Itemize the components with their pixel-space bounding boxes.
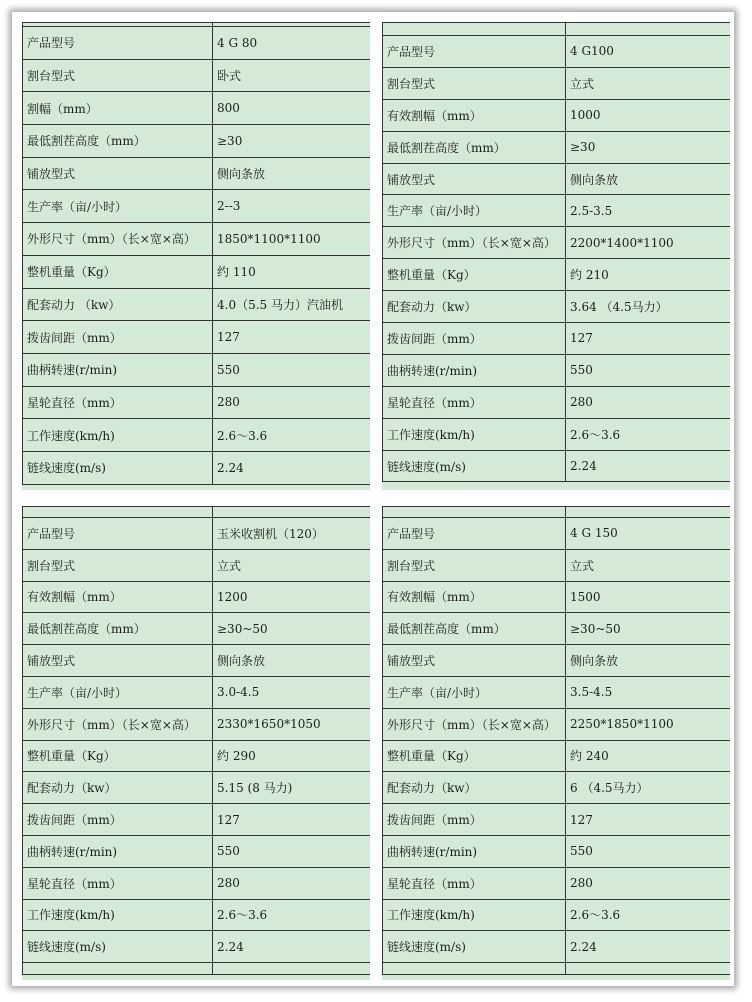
spec-label: 星轮直径（mm）	[23, 386, 213, 419]
spec-row	[383, 418, 731, 450]
spec-value: 4.0（5.5 马力）汽油机	[213, 288, 371, 321]
spec-label: 整机重量（Kg）	[23, 255, 213, 288]
spec-label: 割台型式	[23, 59, 213, 92]
spec-row	[383, 708, 731, 740]
spec-value: ≥30	[566, 131, 731, 163]
spec-row	[383, 772, 731, 804]
spec-label: 外形尺寸（mm）（长×宽×高）	[23, 223, 213, 256]
spec-label: 割台型式	[383, 549, 566, 581]
spec-label: 链线速度(m/s)	[23, 931, 213, 963]
spec-value: 2.6～3.6	[213, 419, 371, 452]
spec-row	[23, 451, 371, 484]
spec-value: 4 G 150	[566, 518, 731, 550]
spec-label: 生产率（亩/小时）	[383, 676, 566, 708]
spec-row	[23, 899, 371, 931]
spec-value: 5.15 (8 马力)	[213, 772, 371, 804]
spec-row	[23, 835, 371, 867]
spec-row	[23, 676, 371, 708]
spec-value: 2--3	[213, 190, 371, 223]
spec-label: 拨齿间距（mm）	[23, 804, 213, 836]
spec-row	[23, 708, 371, 740]
cropped-row	[383, 23, 731, 36]
spec-value: 约 110	[213, 255, 371, 288]
spec-label: 曲柄转速(r/min)	[383, 835, 566, 867]
spec-table	[382, 22, 730, 482]
spec-row	[383, 931, 731, 963]
spec-row	[383, 835, 731, 867]
spec-label: 铺放型式	[23, 157, 213, 190]
spec-value: 约 240	[566, 740, 731, 772]
spec-label: 割幅（mm）	[23, 92, 213, 125]
spec-value: 玉米收割机（120）	[213, 518, 371, 550]
spec-label: 星轮直径（mm）	[23, 867, 213, 899]
cropped-row	[383, 507, 731, 518]
spec-label: 生产率（亩/小时）	[23, 676, 213, 708]
spec-row	[23, 190, 371, 223]
spec-value: 3.64 （4.5马力）	[566, 291, 731, 323]
spec-value: 127	[213, 321, 371, 354]
spec-value: 280	[213, 867, 371, 899]
spec-row	[383, 450, 731, 482]
spec-label	[383, 507, 566, 518]
spec-label: 割台型式	[23, 549, 213, 581]
spec-row	[383, 581, 731, 613]
spec-value: 2250*1850*1100	[566, 708, 731, 740]
spec-value: 2.24	[566, 450, 731, 482]
spec-value: 立式	[213, 549, 371, 581]
spec-row	[23, 645, 371, 677]
spec-row	[23, 740, 371, 772]
cropped-row	[23, 963, 371, 975]
spec-value: 1500	[566, 581, 731, 613]
spec-label: 最低割茬高度（mm）	[383, 131, 566, 163]
spec-row	[23, 613, 371, 645]
spec-value: 2330*1650*1050	[213, 708, 371, 740]
spec-label: 生产率（亩/小时）	[383, 195, 566, 227]
spec-value: 127	[566, 323, 731, 355]
spec-label: 拨齿间距（mm）	[23, 321, 213, 354]
spec-label: 工作速度(km/h)	[383, 418, 566, 450]
spec-row	[23, 27, 371, 60]
spec-label: 工作速度(km/h)	[23, 419, 213, 452]
spec-row	[23, 125, 371, 158]
spec-value: 4 G100	[566, 36, 731, 68]
spec-value: 550	[566, 354, 731, 386]
spec-label: 曲柄转速(r/min)	[23, 353, 213, 386]
spec-label: 配套动力（kw）	[383, 291, 566, 323]
spec-label: 最低割茬高度（mm）	[23, 125, 213, 158]
spec-row	[383, 195, 731, 227]
spec-value: 2.6～3.6	[566, 418, 731, 450]
spec-label: 拨齿间距（mm）	[383, 804, 566, 836]
spec-label: 工作速度(km/h)	[23, 899, 213, 931]
spec-value: 2.6～3.6	[566, 899, 731, 931]
spec-value: 2200*1400*1100	[566, 227, 731, 259]
spec-value: 550	[213, 835, 371, 867]
spec-row	[383, 227, 731, 259]
spec-table-corn-120	[22, 506, 370, 980]
spec-label: 有效割幅（mm）	[23, 581, 213, 613]
spec-label: 有效割幅（mm）	[383, 581, 566, 613]
spec-value	[566, 963, 731, 975]
spec-value: 约 290	[213, 740, 371, 772]
spec-value: 3.0-4.5	[213, 676, 371, 708]
spec-label	[383, 23, 566, 36]
spec-label: 铺放型式	[383, 163, 566, 195]
spec-row	[23, 223, 371, 256]
spec-label: 曲柄转速(r/min)	[383, 354, 566, 386]
spec-row	[383, 99, 731, 131]
spec-label: 配套动力（kw）	[383, 772, 566, 804]
spec-value: 127	[213, 804, 371, 836]
spec-row	[383, 354, 731, 386]
spec-label: 生产率（亩/小时）	[23, 190, 213, 223]
spec-label: 产品型号	[23, 27, 213, 60]
spec-value: 侧向条放	[213, 157, 371, 190]
spec-value: 立式	[566, 67, 731, 99]
spec-label	[383, 963, 566, 975]
spec-label: 铺放型式	[383, 645, 566, 677]
spec-label: 最低割茬高度（mm）	[23, 613, 213, 645]
spec-label: 链线速度(m/s)	[23, 451, 213, 484]
spec-row	[23, 419, 371, 452]
spec-row	[383, 131, 731, 163]
spec-row	[383, 676, 731, 708]
spec-label: 链线速度(m/s)	[383, 931, 566, 963]
spec-table	[22, 22, 370, 485]
spec-row	[383, 323, 731, 355]
spec-label: 星轮直径（mm）	[383, 867, 566, 899]
spec-value: 280	[566, 386, 731, 418]
spec-value: 2.24	[213, 451, 371, 484]
spec-label	[23, 507, 213, 518]
spec-table-4g80	[22, 22, 370, 490]
spec-row	[23, 288, 371, 321]
spec-value: 1000	[566, 99, 731, 131]
spec-row	[383, 899, 731, 931]
spec-value: ≥30~50	[566, 613, 731, 645]
spec-value: 800	[213, 92, 371, 125]
spec-label: 最低割茬高度（mm）	[383, 613, 566, 645]
spec-row	[23, 867, 371, 899]
spec-value: 侧向条放	[566, 645, 731, 677]
spec-row	[23, 549, 371, 581]
spec-value: 550	[566, 835, 731, 867]
spec-row	[23, 518, 371, 550]
spec-label: 产品型号	[383, 518, 566, 550]
spec-value: 约 210	[566, 259, 731, 291]
spec-row	[23, 255, 371, 288]
spec-value: 2.24	[566, 931, 731, 963]
spec-table	[382, 506, 730, 975]
spec-row	[383, 163, 731, 195]
spec-value: 侧向条放	[566, 163, 731, 195]
spec-table-4g150	[382, 506, 730, 980]
spec-row	[383, 518, 731, 550]
spec-row	[383, 740, 731, 772]
spec-label: 产品型号	[383, 36, 566, 68]
spec-value: 6 （4.5马力）	[566, 772, 731, 804]
spec-row	[23, 931, 371, 963]
spec-value: 侧向条放	[213, 645, 371, 677]
spec-label: 整机重量（Kg）	[383, 740, 566, 772]
spec-row	[383, 549, 731, 581]
spec-value: 立式	[566, 549, 731, 581]
spec-value: 2.5-3.5	[566, 195, 731, 227]
spec-row	[23, 59, 371, 92]
spec-value: 3.5-4.5	[566, 676, 731, 708]
spec-value	[566, 23, 731, 36]
spec-label: 产品型号	[23, 518, 213, 550]
spec-label: 工作速度(km/h)	[383, 899, 566, 931]
spec-label	[23, 963, 213, 975]
cropped-row	[23, 507, 371, 518]
spec-table	[22, 506, 370, 975]
spec-row	[23, 772, 371, 804]
spec-label: 整机重量（Kg）	[383, 259, 566, 291]
spec-row	[383, 867, 731, 899]
spec-value	[566, 507, 731, 518]
spec-label: 配套动力（kw）	[23, 772, 213, 804]
spec-row	[383, 291, 731, 323]
spec-row	[383, 613, 731, 645]
spec-value: 280	[566, 867, 731, 899]
spec-label: 外形尺寸（mm）（长×宽×高）	[383, 227, 566, 259]
spec-row	[23, 804, 371, 836]
spec-value: 127	[566, 804, 731, 836]
spec-table-4g100	[382, 22, 730, 490]
spec-row	[23, 353, 371, 386]
spec-row	[383, 386, 731, 418]
spec-label: 拨齿间距（mm）	[383, 323, 566, 355]
spec-label: 配套动力 （kw）	[23, 288, 213, 321]
spec-value: ≥30~50	[213, 613, 371, 645]
spec-value: 2.24	[213, 931, 371, 963]
spec-value	[213, 507, 371, 518]
spec-row	[383, 259, 731, 291]
spec-row	[23, 157, 371, 190]
spec-row	[383, 67, 731, 99]
cropped-row	[383, 963, 731, 975]
spec-value: 280	[213, 386, 371, 419]
spec-value: 4 G 80	[213, 27, 371, 60]
spec-row	[383, 804, 731, 836]
spec-value: 1850*1100*1100	[213, 223, 371, 256]
spec-label: 铺放型式	[23, 645, 213, 677]
spec-value: 2.6～3.6	[213, 899, 371, 931]
spec-label: 整机重量（Kg）	[23, 740, 213, 772]
spec-label: 链线速度(m/s)	[383, 450, 566, 482]
spec-label: 外形尺寸（mm）（长×宽×高）	[383, 708, 566, 740]
spec-row	[23, 321, 371, 354]
spec-value: 1200	[213, 581, 371, 613]
spec-label: 星轮直径（mm）	[383, 386, 566, 418]
spec-row	[23, 581, 371, 613]
spec-label: 有效割幅（mm）	[383, 99, 566, 131]
spec-value: ≥30	[213, 125, 371, 158]
spec-row	[383, 645, 731, 677]
spec-value: 卧式	[213, 59, 371, 92]
spec-label: 曲柄转速(r/min)	[23, 835, 213, 867]
spec-label: 割台型式	[383, 67, 566, 99]
spec-row	[23, 92, 371, 125]
spec-row	[23, 386, 371, 419]
spec-row	[383, 36, 731, 68]
spec-value	[213, 963, 371, 975]
spec-value: 550	[213, 353, 371, 386]
spec-label: 外形尺寸（mm）（长×宽×高）	[23, 708, 213, 740]
